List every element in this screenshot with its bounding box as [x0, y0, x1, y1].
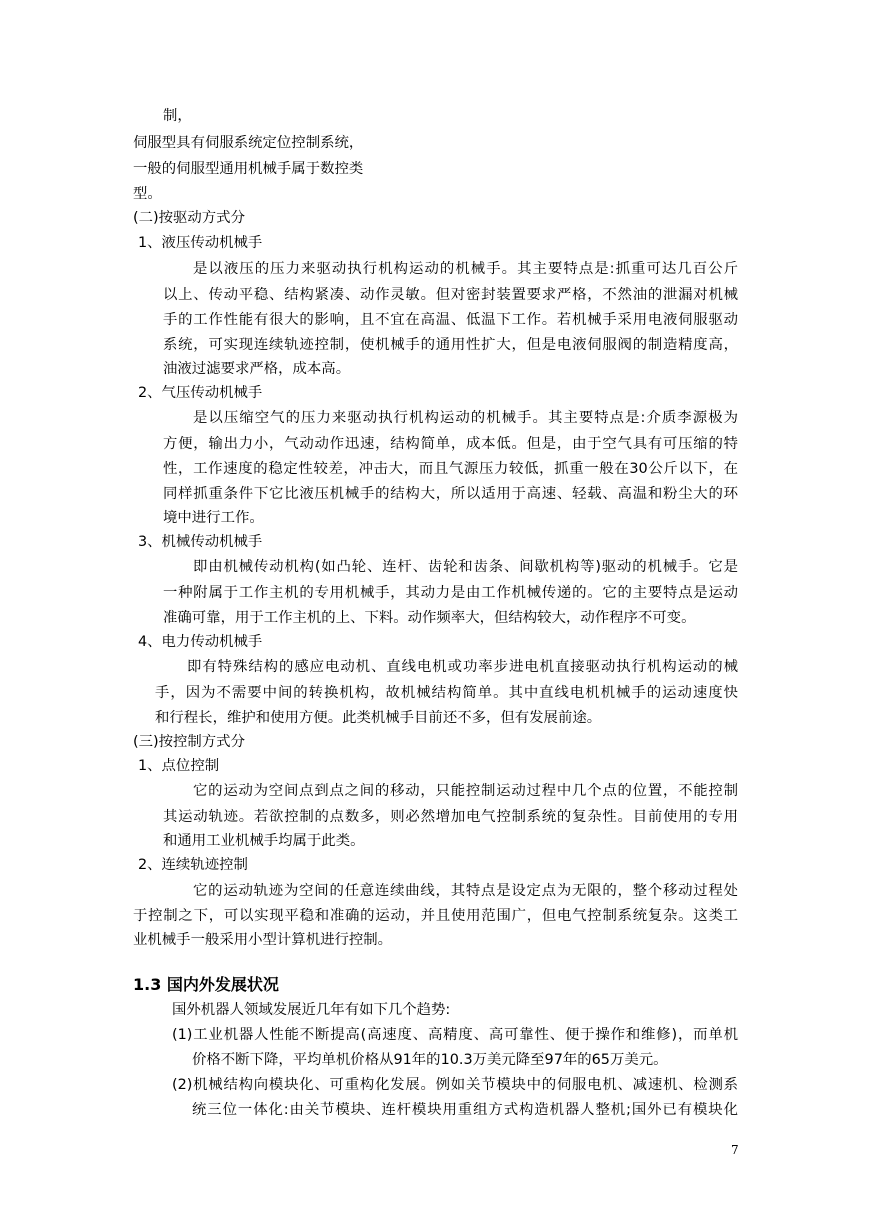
text-line: 伺服型具有伺服系统定位控制系统，: [133, 135, 364, 151]
subsection-heading: 2、气压传动机械手: [138, 385, 263, 401]
paragraph-line: 和通用工业机械手均属于此类。: [163, 833, 365, 849]
section-heading: (二)按驱动方式分: [133, 210, 245, 226]
section-heading: (三)按控制方式分: [133, 734, 245, 750]
subsection-heading: 1、点位控制: [138, 758, 220, 774]
paragraph-line: 手，因为不需要中间的转换机构，故机械结构简单。其中直线电机机械手的运动速度快: [155, 685, 738, 701]
subsection-heading: 4、电力传动机械手: [138, 634, 263, 650]
subsection-heading: 1、液压传动机械手: [138, 235, 263, 251]
paragraph-line: 是以液压的压力来驱动执行机构运动的机械手。其主要特点是:抓重可达几百公斤: [193, 261, 738, 277]
subsection-heading: 3、机械传动机械手: [138, 534, 263, 550]
paragraph-line: 于控制之下，可以实现平稳和准确的运动，并且使用范围广，但电气控制系统复杂。这类工: [133, 908, 738, 924]
paragraph-line: 系统，可实现连续轨迹控制，使机械手的通用性扩大，但是电液伺服阀的制造精度高，: [163, 337, 738, 353]
list-item: (1)工业机器人性能不断提高(高速度、高精度、高可靠性、便于操作和维修)，而单机: [172, 1027, 738, 1043]
list-item: (2)机械结构向模块化、可重构化发展。例如关节模块中的伺服电机、减速机、检测系: [172, 1077, 738, 1093]
list-item-continuation: 价格不断下降，平均单机价格从91年的10.3万美元降至97年的65万美元。: [192, 1052, 668, 1068]
page-number: 7: [731, 1143, 739, 1157]
paragraph-line: 性，工作速度的稳定性较差，冲击大，而且气源压力较低，抓重一般在30公斤以下，在: [163, 461, 738, 477]
text-line: 制，: [163, 108, 192, 124]
paragraph-line: 即由机械传动机构(如凸轮、连杆、齿轮和齿条、间歇机构等)驱动的机械手。它是: [193, 559, 738, 575]
section-title: 1.3 国内外发展状况: [133, 975, 279, 994]
paragraph-line: 方便，输出力小，气动动作迅速，结构简单，成本低。但是，由于空气具有可压缩的特: [163, 436, 738, 452]
subsection-heading: 2、连续轨迹控制: [138, 857, 248, 873]
list-item-continuation: 统三位一体化:由关节模块、连杆模块用重组方式构造机器人整机;国外已有模块化: [192, 1102, 738, 1118]
paragraph-line: 同样抓重条件下它比液压机械手的结构大，所以适用于高速、轻载、高温和粉尘大的环: [163, 486, 738, 502]
paragraph-line: 是以压缩空气的压力来驱动执行机构运动的机械手。其主要特点是:介质李源极为: [193, 410, 738, 426]
paragraph-line: 准确可靠，用于工作主机的上、下料。动作频率大，但结构较大，动作程序不可变。: [163, 610, 696, 626]
paragraph-line: 即有特殊结构的感应电动机、直线电机或功率步进电机直接驱动执行机构运动的械: [187, 659, 738, 675]
paragraph-line: 其运动轨迹。若欲控制的点数多，则必然增加电气控制系统的复杂性。目前使用的专用: [163, 809, 738, 825]
paragraph-line: 手的工作性能有很大的影响，且不宜在高温、低温下工作。若机械手采用电液伺服驱动: [163, 312, 738, 328]
paragraph-line: 和行程长，维护和使用方便。此类机械手目前还不多，但有发展前途。: [155, 710, 602, 726]
text-line: 型。: [133, 186, 162, 202]
paragraph-line: 一种附属于工作主机的专用机械手，其动力是由工作机械传递的。它的主要特点是运动: [163, 585, 738, 601]
paragraph-line: 国外机器人领域发展近几年有如下几个趋势:: [172, 1002, 451, 1018]
paragraph-line: 它的运动轨迹为空间的任意连续曲线，其特点是设定点为无限的，整个移动过程处: [193, 883, 738, 899]
paragraph-line: 境中进行工作。: [163, 510, 264, 526]
paragraph-line: 以上、传动平稳、结构紧凑、动作灵敏。但对密封装置要求严格，不然油的泄漏对机械: [163, 287, 738, 303]
paragraph-line: 业机械手一般采用小型计算机进行控制。: [133, 932, 393, 948]
paragraph-line: 油液过滤要求严格，成本高。: [163, 361, 351, 377]
text-line: 一般的伺服型通用机械手属于数控类: [133, 161, 364, 177]
paragraph-line: 它的运动为空间点到点之间的移动，只能控制运动过程中几个点的位置，不能控制: [193, 783, 738, 799]
